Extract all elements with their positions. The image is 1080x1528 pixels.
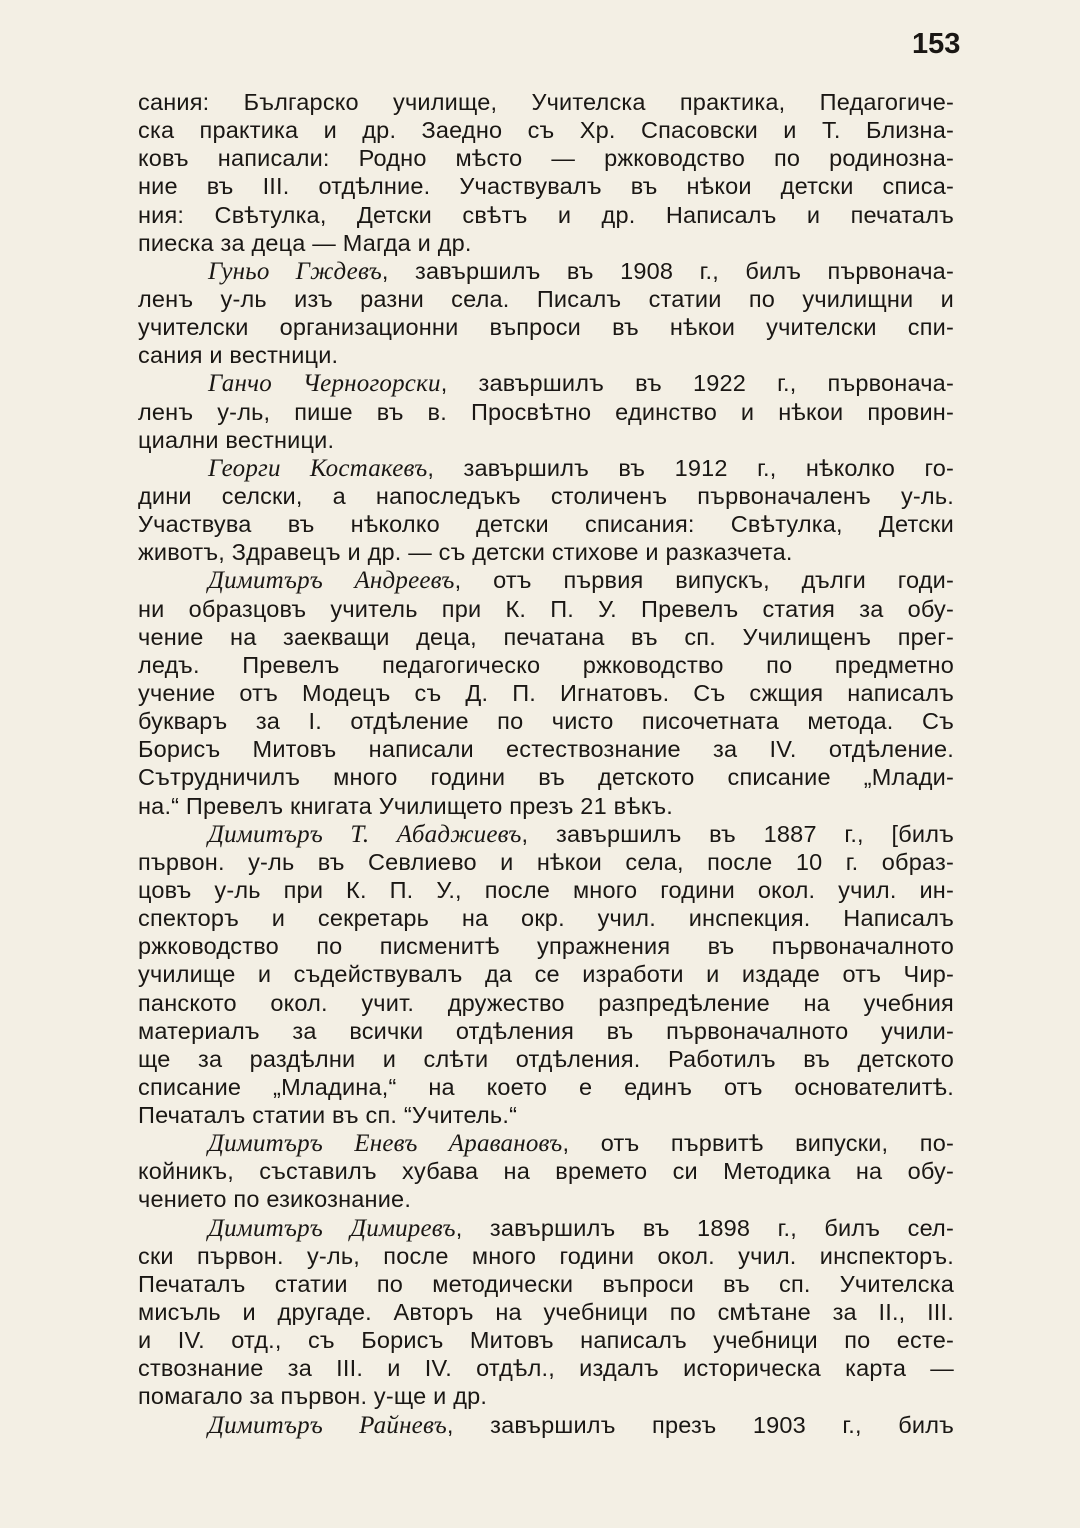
person-name: Гуньо Гждевъ [208,257,382,285]
text-line [138,1354,954,1382]
line-text: първон. у-ль въ Севлиево и нѣкои села, после 10 г. образ- [138,848,954,875]
line-text: ска практика и др. Заедно съ Хр. Спасовски и Т. Близна- [138,117,954,144]
text-line [138,1101,954,1129]
text-line [138,482,954,510]
line-text: циални вестници. [138,426,335,453]
paragraph [138,1411,954,1439]
text-line [138,341,954,369]
text-line [138,960,954,988]
person-name: Димитъръ Димиревъ [208,1214,456,1242]
page-number: 153 [912,28,961,60]
line-text: Участвува въ нѣколко детски списания: Свѣтулка, Детски [138,511,954,538]
text-line [138,1045,954,1073]
text-line [138,1298,954,1326]
line-text: цовъ у-ль при К. П. У., после много години окол. учил. ин- [138,876,954,903]
text-line [138,763,954,791]
text-line [138,398,954,426]
line-text: , завършилъ въ 1922 г., първоначa- [440,370,954,397]
line-text: ния: Свѣтулка, Детски свѣтъ и др. Написалъ и печаталъ [138,201,954,228]
text-line [138,904,954,932]
text-line [138,1242,954,1270]
text-line [138,1382,954,1410]
text-line [138,932,954,960]
text-line [138,1411,954,1439]
text-line [138,201,954,229]
line-text: ски първон. у-ль, после много години окол. учил. инспекторъ. [138,1242,954,1269]
line-text: койникъ, съставилъ хубава на времето си Методика на обу- [138,1158,954,1185]
person-name: Димитъръ Андреевъ [208,567,455,595]
line-text: ледъ. Превелъ педагогическо ржководство по предметно [138,651,954,678]
line-text: , завършилъ въ 1898 г., билъ сел- [455,1214,954,1241]
line-text: чение на заекващи деца, печатана въ сп. Училищенъ прег- [138,623,954,650]
line-text: списание „Младина,“ на което е единъ отъ основателитѣ. [138,1073,954,1100]
text-line [138,820,954,848]
text-line [138,1017,954,1045]
text-line [138,229,954,257]
person-name: Ганчо Черногорски [208,370,441,398]
paragraph [138,1214,954,1411]
text-line [138,426,954,454]
paragraph [138,566,954,819]
text-line [138,679,954,707]
text-line [138,651,954,679]
person-name: Димитъръ Еневъ Аравановъ [208,1130,563,1158]
text-line [138,623,954,651]
text-line [138,454,954,482]
line-text: сания и вестници. [138,342,339,369]
line-text: сания: Българско училище, Учителска практика, Педагогиче- [138,89,954,115]
text-line [138,88,954,116]
line-text: чението по езикознание. [138,1186,412,1213]
line-text: ковъ написали: Родно мѣсто — ржководство по родинозна- [138,145,954,172]
text-line [138,1185,954,1213]
line-text: на.“ Превелъ книгата Училището презъ 21 вѣкъ. [138,792,673,819]
line-text: ще за раздѣлни и слѣти отдѣления. Работилъ въ детското [138,1045,954,1072]
text-line [138,285,954,313]
text-line [138,538,954,566]
line-text: животъ, Здравецъ и др. — съ детски стихове и разказчета. [138,539,793,566]
line-text: ржководство по писменитѣ упражнения въ първоначалното [138,933,954,960]
text-line [138,144,954,172]
text-line [138,1073,954,1101]
text-line [138,1270,954,1298]
text-line [138,1129,954,1157]
text-line [138,369,954,397]
text-line [138,595,954,623]
line-text: , завършилъ презъ 1903 г., билъ [446,1411,954,1438]
text-line [138,116,954,144]
line-text: , завършилъ въ 1887 г., [билъ [521,820,954,847]
line-text: Печаталъ статии въ сп. “Учитель.“ [138,1102,518,1129]
line-text: спекторъ и секретарь на окр. учил. инспекция. Написалъ [138,905,954,932]
text-line [138,172,954,200]
document-body [138,88,954,1439]
paragraph [138,1129,954,1213]
person-name: Димитъръ Райневъ [208,1411,447,1439]
text-line [138,510,954,538]
paragraph [138,369,954,453]
text-line [138,257,954,285]
text-line [138,1326,954,1354]
line-text: мисъль и другаде. Авторъ на учебници по смѣтане за II., III. [138,1299,954,1326]
line-text: ленъ у-ль, пише въ в. Просвѣтно единство и нѣкои провин- [138,398,954,425]
line-text: ствознание за III. и IV. отдѣл., издалъ историческа карта — [138,1355,954,1382]
person-name: Димитъръ Т. Абаджиевъ [208,820,522,848]
line-text: Борисъ Митовъ написали естествознание за IV. отдѣление. [138,736,954,763]
line-text: помагало за първон. у-ще и др. [138,1383,488,1410]
line-text: , завършилъ въ 1912 г., нѣколко го- [427,454,954,481]
paragraph [138,88,954,257]
line-text: и IV. отд., съ Борисъ Митовъ написалъ учебници по есте- [138,1327,954,1354]
line-text: материалъ за всички отдѣления въ първоначалното учили- [138,1017,954,1044]
text-line [138,566,954,594]
text-line [138,792,954,820]
line-text: , отъ първитѣ випуски, по- [562,1130,954,1157]
paragraph [138,820,954,1130]
text-line [138,1214,954,1242]
line-text: , завършилъ въ 1908 г., билъ първонача- [381,257,954,284]
line-text: дини селски, а напоследъкъ столиченъ първоначаленъ у-ль. [138,482,954,509]
line-text: букваръ за I. отдѣление по чисто писочетната метода. Съ [138,708,954,735]
line-text: ленъ у-ль изъ разни села. Писалъ статии по училищни и [138,285,954,312]
paragraph [138,257,954,370]
line-text: пиеска за деца — Магда и др. [138,229,472,256]
line-text: училище и съдействувалъ да се изработи и издаде отъ Чир- [138,961,954,988]
text-line [138,876,954,904]
line-text: Печаталъ статии по методически въпроси въ сп. Учителска [138,1270,954,1297]
line-text: панското окол. учит. дружество разпредѣление на учебния [138,989,954,1016]
text-line [138,989,954,1017]
text-line [138,707,954,735]
line-text: учение отъ Модецъ съ Д. П. Игнатовъ. Съ сжщия написалъ [138,679,954,706]
line-text: , отъ първия випускъ, дълги годи- [454,567,954,594]
text-line [138,735,954,763]
line-text: ни образцовъ учитель при К. П. У. Превелъ статия за обу- [138,595,954,622]
person-name: Георги Костакевъ [208,454,428,482]
line-text: учителски организационни въпроси въ нѣкои учителски спи- [138,314,954,341]
text-line [138,1157,954,1185]
text-line [138,848,954,876]
line-text: ние въ III. отдѣлние. Участвувалъ въ нѣкои детски списа- [138,173,954,200]
text-line [138,313,954,341]
paragraph [138,454,954,567]
line-text: Сътрудничилъ много години въ детското списание „Млади- [138,764,954,791]
